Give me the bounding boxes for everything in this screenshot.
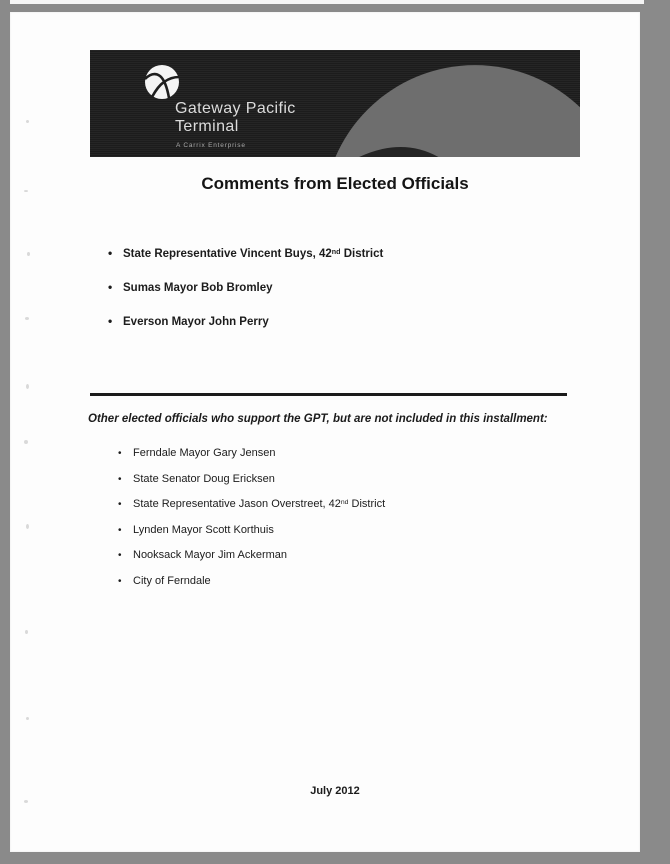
list-item [118,549,538,563]
list-item [108,315,528,330]
scan-artifact [24,440,28,444]
scan-artifact [24,800,28,803]
featured-officials-list [108,247,528,349]
brand-line2: Terminal [175,118,239,135]
list-item [118,575,538,589]
globe-watermark-icon [320,62,580,157]
list-item [118,473,538,487]
previous-page-edge [10,0,644,4]
list-item-text: City of Ferndale [133,574,211,587]
horizontal-divider [90,393,567,396]
bullet-icon: • [118,473,122,485]
gateway-pacific-banner [90,50,580,157]
scan-artifact [25,317,29,320]
list-item [118,447,538,461]
list-item-text: State Senator Doug Ericksen [133,472,275,485]
list-item-text: Sumas Mayor Bob Bromley [123,282,273,294]
other-officials-list [118,447,538,600]
list-item-text: Everson Mayor John Perry [123,316,269,328]
list-item-text: District [340,248,384,260]
scan-artifact [26,384,29,389]
brand-name [175,100,296,136]
list-item-text: State Representative Vincent Buys, 42 [123,248,332,260]
list-item [108,247,528,262]
list-item-text: District [348,498,386,510]
list-item [118,524,538,538]
scan-artifact [27,252,30,256]
bullet-icon: • [118,550,122,561]
bullet-icon: • [118,575,122,587]
list-item-text: State Representative Jason Overstreet, 42 [133,498,341,510]
page-footer-date: July 2012 [310,785,360,797]
bullet-icon: • [118,499,122,510]
other-officials-intro: Other elected officials who support the GPT, but are not included in this installment: [88,413,548,425]
scan-artifact [26,524,29,529]
list-item-text: Nooksack Mayor Jim Ackerman [133,549,288,561]
page-title: Comments from Elected Officials [201,174,469,193]
brand-tagline: A Carrix Enterprise [176,142,246,149]
scan-artifact [26,717,29,720]
ordinal-suffix: nd [331,247,341,256]
ordinal-suffix: nd [340,498,349,506]
scan-artifact [26,120,29,123]
brand-line1: Gateway Pacific [175,100,296,117]
list-item-text: Lynden Mayor Scott Korthuis [133,523,274,536]
bullet-icon: • [108,246,113,260]
scan-artifact [24,190,28,192]
list-item [108,281,528,296]
list-item-text: Ferndale Mayor Gary Jensen [133,447,276,459]
document-page [10,12,640,852]
list-item [118,498,538,512]
bullet-icon: • [118,524,122,536]
bullet-icon: • [108,314,113,328]
gateway-pacific-globe-logo-icon [142,62,182,102]
scan-artifact [25,630,28,634]
bullet-icon: • [118,448,122,459]
bullet-icon: • [108,280,113,294]
